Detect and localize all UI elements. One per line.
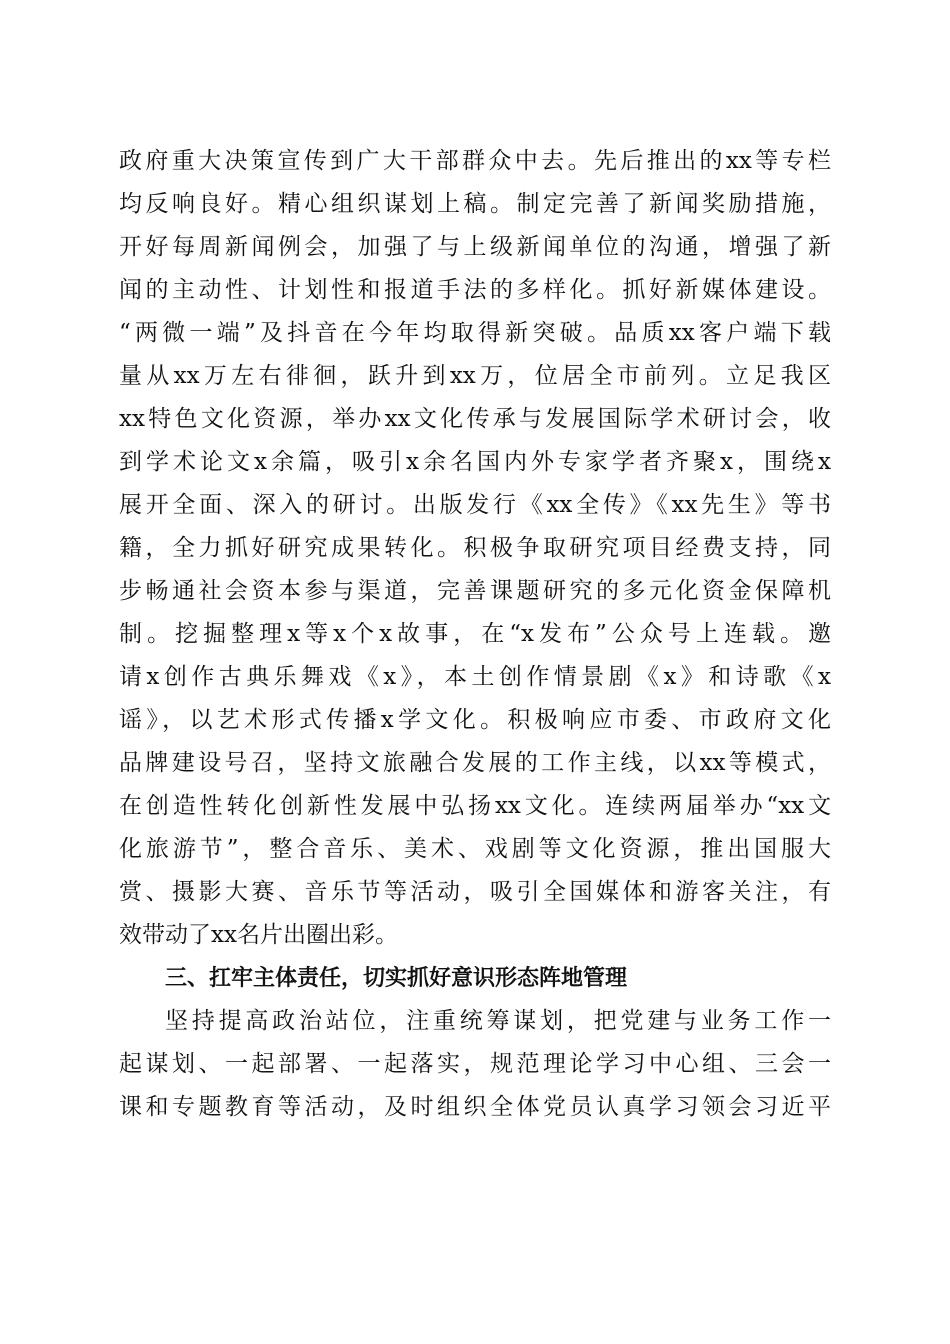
text-line: 在创造性转化创新性发展中弘扬xx文化。连续两届举办“xx文 bbox=[119, 793, 831, 819]
text-line: 化旅游节”，整合音乐、美术、戏剧等文化资源，推出国服大 bbox=[119, 836, 831, 862]
text-line: 闻的主动性、计划性和报道手法的多样化。抓好新媒体建设。 bbox=[119, 277, 831, 303]
text-line: 展开全面、深入的研讨。出版发行《xx全传》《xx先生》等书 bbox=[119, 492, 831, 518]
text-line: 课和专题教育等活动，及时组织全体党员认真学习领会习近平 bbox=[119, 1094, 831, 1120]
text-line: 籍，全力抓好研究成果转化。积极争取研究项目经费支持，同 bbox=[119, 535, 831, 561]
text-line: 谣》，以艺术形式传播x学文化。积极响应市委、市政府文化 bbox=[119, 707, 831, 733]
document-body bbox=[119, 140, 831, 1129]
text-line: 步畅通社会资本参与渠道，完善课题研究的多元化资金保障机 bbox=[119, 578, 831, 604]
text-line: 开好每周新闻例会，加强了与上级新闻单位的沟通，增强了新 bbox=[119, 234, 831, 260]
paragraph-culture-media bbox=[119, 140, 831, 957]
text-line: 请x创作古典乐舞戏《x》，本土创作情景剧《x》和诗歌《x bbox=[119, 664, 831, 690]
text-line: 坚持提高政治站位，注重统筹谋划，把党建与业务工作一 bbox=[165, 1008, 831, 1034]
text-line: 政府重大决策宣传到广大干部群众中去。先后推出的xx等专栏 bbox=[119, 148, 831, 174]
text-line: 均反响良好。精心组织谋划上稿。制定完善了新闻奖励措施， bbox=[119, 191, 831, 217]
text-line: xx特色文化资源，举办xx文化传承与发展国际学术研讨会，收 bbox=[119, 406, 831, 432]
text-line: 赏、摄影大赛、音乐节等活动，吸引全国媒体和游客关注，有 bbox=[119, 879, 831, 905]
section-heading: 三、扛牢主体责任，切实抓好意识形态阵地管理 bbox=[165, 966, 628, 991]
text-line: 到学术论文x余篇，吸引x余名国内外专家学者齐聚x，围绕x bbox=[119, 449, 831, 475]
text-line: “两微一端”及抖音在今年均取得新突破。品质xx客户端下载 bbox=[119, 320, 831, 346]
paragraph-responsibility bbox=[119, 1000, 831, 1129]
text-line: 效带动了xx名片出圈出彩。 bbox=[119, 922, 398, 948]
text-line: 品牌建设号召，坚持文旅融合发展的工作主线，以xx等模式， bbox=[119, 750, 831, 776]
text-line: 制。挖掘整理x等x个x故事，在“x发布”公众号上连载。邀 bbox=[119, 621, 831, 647]
text-line: 量从xx万左右徘徊，跃升到xx万，位居全市前列。立足我区 bbox=[119, 363, 831, 389]
text-line: 起谋划、一起部署、一起落实，规范理论学习中心组、三会一 bbox=[119, 1051, 831, 1077]
